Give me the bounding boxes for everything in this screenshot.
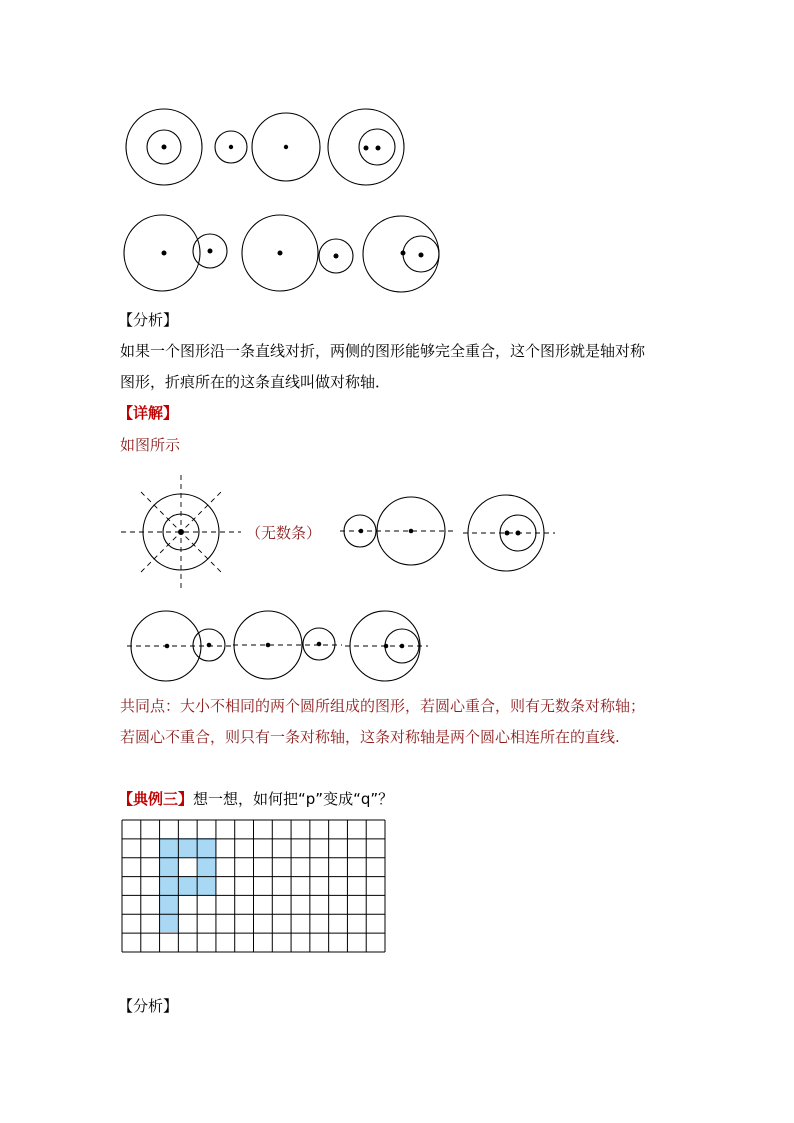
center-dot (165, 644, 170, 649)
p-cell (160, 857, 179, 932)
analysis-header: 【分析】 (118, 311, 179, 329)
common-point-line-1: 共同点：大小不相同的两个圆所组成的图形，若圆心重合，则有无数条对称轴； (120, 697, 646, 715)
example-three-title (118, 789, 393, 809)
common-point-line-2: 若圆心不重合，则只有一条对称轴，这条对称轴是两个圆心相连所在的直线. (120, 728, 620, 746)
p-cell (198, 857, 216, 876)
analysis-line-2: 图形，折痕所在的这条直线叫做对称轴． (120, 373, 391, 391)
center-dot (400, 644, 405, 649)
internal-tangent-circles-group (345, 611, 428, 681)
tangent-circles-group (127, 611, 231, 681)
letter-p-grid (121, 819, 386, 953)
separated-circles-group-2 (233, 611, 342, 679)
separated-circles-group (340, 497, 455, 565)
analysis-line-1: 如果一个图形沿一条直线对折，两侧的图形能够完全重合，这个图形就是轴对称 (120, 342, 646, 360)
center-dot (266, 643, 271, 648)
example-question: 想一想，如何把“p”变成“q”？ (193, 790, 394, 808)
p-cell (160, 838, 216, 857)
center-dot (317, 642, 322, 647)
center-dot (178, 529, 184, 535)
example-analysis-header: 【分析】 (118, 997, 179, 1015)
internal-circles-group (463, 495, 555, 571)
infinite-axes-label: （无数条） (246, 524, 322, 542)
center-dot (384, 644, 389, 649)
center-dot (359, 529, 364, 534)
center-dot (516, 531, 521, 536)
center-dot (505, 531, 510, 536)
center-dot (207, 643, 212, 648)
center-dot (409, 529, 414, 534)
detail-header: 【详解】 (118, 404, 179, 422)
concentric-circles-group (121, 475, 241, 591)
detail-intro: 如图所示 (120, 436, 181, 454)
example-tag: 【典例三】 (118, 790, 194, 808)
